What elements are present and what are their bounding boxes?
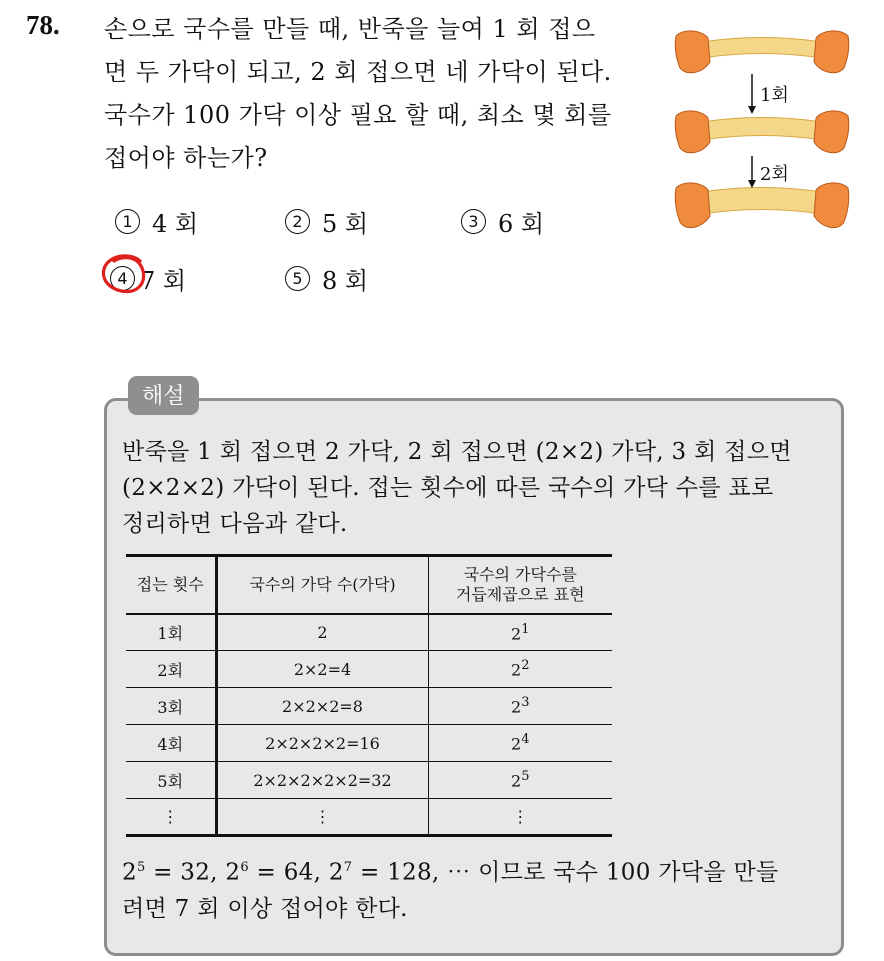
- table-row: [126, 725, 612, 762]
- header-power-line1: 국수의 가닥수를: [463, 564, 577, 584]
- choice-number: 2: [285, 209, 310, 234]
- question-number: 78.: [26, 10, 60, 40]
- header-count: 국수의 가닥 수(가닥): [216, 556, 428, 614]
- cell-power: $2^1$: [428, 614, 612, 651]
- cell-count: ⋮: [216, 799, 428, 836]
- cell-fold: 4회: [126, 725, 216, 762]
- cell-count: 2×2=4: [216, 651, 428, 688]
- cell-fold: 3회: [126, 688, 216, 725]
- question-line: 국수가 100 가닥 이상 필요 할 때, 최소 몇 회를: [104, 101, 612, 129]
- folding-table: [126, 554, 612, 837]
- table-header-row: [126, 556, 612, 614]
- choice-number: 1: [115, 209, 140, 234]
- cell-fold: ⋮: [126, 799, 216, 836]
- question-line: 손으로 국수를 만들 때, 반죽을 늘여 1 회 접으: [104, 15, 596, 43]
- choice-3[interactable]: [461, 204, 544, 239]
- table-row: [126, 614, 612, 651]
- step1-label: 1회: [760, 85, 789, 106]
- choice-2[interactable]: [285, 204, 368, 239]
- table-row: [126, 688, 612, 725]
- solution-tag: 해설: [128, 376, 199, 415]
- noodle-stage-3: [675, 183, 849, 228]
- choice-text: 4 회: [152, 210, 199, 238]
- down-arrow-icon: [748, 74, 756, 114]
- choice-number: 5: [285, 266, 310, 291]
- choice-number: 4: [110, 266, 135, 291]
- noodle-folding-illustration: [672, 28, 852, 246]
- choice-text: 5 회: [322, 210, 369, 238]
- down-arrow-icon: [748, 156, 756, 188]
- solution-intro: [122, 434, 827, 542]
- choice-1[interactable]: [115, 204, 198, 239]
- header-power-line2: 거듭제곱으로 표현: [455, 584, 585, 604]
- step2-label: 2회: [760, 164, 789, 185]
- cell-power: $2^3$: [428, 688, 612, 725]
- conclusion-line-2: 려면 7 회 이상 접어야 한다.: [122, 895, 408, 922]
- cell-fold: 2회: [126, 651, 216, 688]
- header-power: [428, 556, 612, 614]
- header-folds: 접는 횟수: [126, 556, 216, 614]
- solution-conclusion: [122, 850, 827, 927]
- cell-power: ⋮: [428, 799, 612, 836]
- noodle-stage-2: [675, 111, 849, 153]
- choice-text: 6 회: [498, 210, 545, 238]
- answer-circle-mark: [100, 252, 150, 296]
- noodle-stage-1: [675, 31, 849, 73]
- cell-count: 2: [216, 614, 428, 651]
- question-line: 면 두 가닥이 되고, 2 회 접으면 네 가닥이 된다.: [104, 58, 612, 86]
- table-row: [126, 651, 612, 688]
- conclusion-line-1: $2^5 = 32$, $2^6 = 64$, $2^7 = 128$, ⋯ 이므로 국수 100 가닥을 만들: [122, 859, 779, 886]
- cell-count: 2×2×2×2×2=32: [216, 762, 428, 799]
- table-row: [126, 762, 612, 799]
- solution-line: 반죽을 1 회 접으면 2 가닥, 2 회 접으면 (2×2) 가닥, 3 회 접으면: [122, 439, 792, 465]
- choice-number: 3: [461, 209, 486, 234]
- cell-power: $2^5$: [428, 762, 612, 799]
- solution-line: 정리하면 다음과 같다.: [122, 511, 348, 537]
- solution-line: (2×2×2) 가닥이 된다. 접는 횟수에 따른 국수의 가닥 수를 표로: [122, 475, 774, 501]
- choice-text: 7 회: [140, 267, 187, 295]
- cell-count: 2×2×2=8: [216, 688, 428, 725]
- choice-5[interactable]: [285, 261, 368, 296]
- cell-count: 2×2×2×2=16: [216, 725, 428, 762]
- question-text: [104, 8, 649, 180]
- cell-power: $2^2$: [428, 651, 612, 688]
- choice-text: 8 회: [322, 267, 369, 295]
- table-row: [126, 799, 612, 836]
- question-line: 접어야 하는가?: [104, 144, 268, 172]
- cell-fold: 5회: [126, 762, 216, 799]
- cell-fold: 1회: [126, 614, 216, 651]
- cell-power: $2^4$: [428, 725, 612, 762]
